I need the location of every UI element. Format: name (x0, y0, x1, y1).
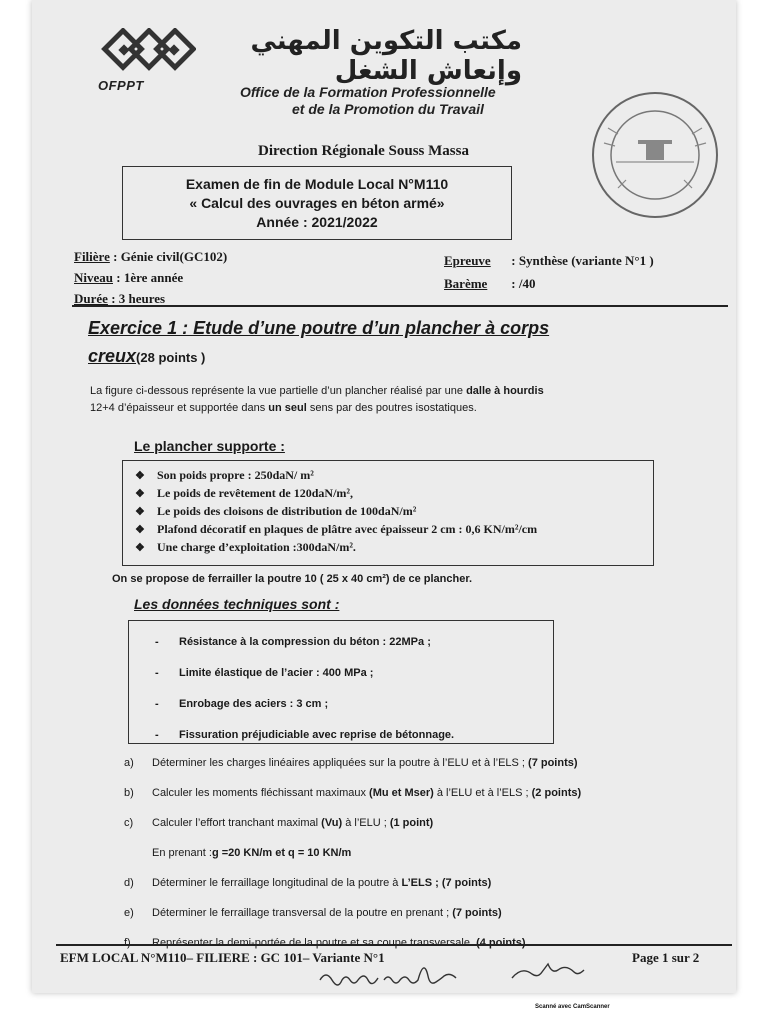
question-b: b) Calculer les moments fléchissant maximaux (Mu et Mser) à l’ELU et à l’ELS ; (2 points) (124, 787, 582, 799)
question-c: c) Calculer l’effort tranchant maximal (Vu) à l’ELU ; (1 point) (124, 817, 434, 829)
exercise-title (88, 314, 549, 372)
epreuve-row: Epreuve : Synthèse (variante N°1 ) (444, 253, 654, 268)
official-stamp-icon (588, 88, 722, 222)
plancher-loads-box (122, 460, 654, 566)
question-a: a) Déterminer les charges linéaires appliquées sur la poutre à l’ELU et à l’ELS ; (7 points) (124, 757, 578, 769)
question-list (124, 748, 724, 958)
arabic-institution-name: مكتب التكوين المهني وإنعاش الشغل (250, 26, 522, 86)
logo-label: OFPPT (98, 78, 144, 93)
list-item: - Enrobage des aciers : 3 cm ; (155, 689, 553, 720)
question-f: f) Représenter la demi-portée de la poutre et sa coupe transversale. (4 points) (124, 937, 526, 949)
dash-bullet-icon: - (155, 667, 159, 679)
header-divider (72, 305, 728, 307)
diamond-bullet-icon: ❖ (135, 524, 145, 536)
niveau-row: Niveau : 1ère année (74, 270, 184, 285)
exercise-points: (28 points ) (136, 350, 206, 365)
footer-divider (56, 944, 732, 946)
bareme-row: Barème : /40 (444, 276, 536, 291)
handwritten-signature-icon (312, 956, 602, 992)
dash-bullet-icon: - (155, 698, 159, 710)
exercise-title-line-2: creux (88, 346, 137, 366)
question-e: e) Déterminer le ferraillage transversal de la poutre en prenant ; (7 points) (124, 907, 502, 919)
beam-sentence: On se propose de ferrailler la poutre 10 ( 25 x 40 cm²) de ce plancher. (112, 573, 473, 585)
dash-bullet-icon: - (155, 636, 159, 648)
exercise-intro: La figure ci-dessous représente la vue partielle d’un plancher réalisé par une dalle à hourdis 12+4 d’épaisseur et supportée dans un seul sens par des poutres isostatiques. (90, 385, 544, 414)
office-name (240, 84, 496, 118)
diamond-bullet-icon: ❖ (135, 488, 145, 500)
list-item: ❖ Le poids des cloisons de distribution de 100daN/m² (135, 503, 653, 521)
exam-meta-right (444, 249, 654, 295)
list-item: - Limite élastique de l’acier : 400 MPa ; (155, 658, 553, 689)
list-item: - Fissuration préjudiciable avec reprise de bétonnage. (155, 720, 553, 751)
office-line-1: Office de la Formation Professionnelle (240, 84, 496, 100)
exam-line-1: Examen de fin de Module Local N°M110 (185, 176, 449, 192)
filiere-row: Filière : Génie civil(GC102) (74, 249, 228, 264)
question-c-given: En prenant :g =20 KN/m et q = 10 KN/m (152, 847, 352, 859)
donnees-title: Les données techniques sont : (134, 596, 340, 612)
plancher-title: Le plancher supporte : (134, 438, 285, 454)
diamond-bullet-icon: ❖ (135, 506, 145, 518)
list-item: ❖ Le poids de revêtement de 120daN/m², (135, 485, 653, 503)
camscanner-watermark: Scanné avec CamScanner (535, 1004, 610, 1010)
diamond-bullet-icon: ❖ (135, 542, 145, 554)
exam-title-box (122, 166, 512, 240)
exercise-title-line-1: Exercice 1 : Etude d’une poutre d’un plancher à corps (88, 318, 550, 338)
list-item: ❖ Plafond décoratif en plaques de plâtre avec épaisseur 2 cm : 0,6 KN/m²/cm (135, 521, 653, 539)
dash-bullet-icon: - (155, 729, 159, 741)
exam-meta-left (74, 246, 227, 309)
exam-sheet (32, 0, 736, 993)
page-number: Page 1 sur 2 (632, 950, 700, 965)
question-d: d) Déterminer le ferraillage longitudinal de la poutre à L’ELS ; (7 points) (124, 877, 492, 889)
duree-row: Durée : 3 heures (74, 291, 166, 306)
office-line-2: et de la Promotion du Travail (292, 101, 484, 117)
footer-module-info: EFM LOCAL N°M110– FILIERE : GC 101– Variante N°1 (60, 950, 385, 965)
exam-line-3: Année : 2021/2022 (256, 214, 378, 230)
diamond-bullet-icon: ❖ (135, 470, 145, 482)
list-item: ❖ Son poids propre : 250daN/ m² (135, 467, 653, 485)
technical-data-box (128, 620, 554, 744)
exam-line-2: « Calcul des ouvrages en béton armé» (189, 195, 445, 211)
list-item: ❖ Une charge d’exploitation :300daN/m². (135, 539, 653, 557)
list-item: - Résistance à la compression du béton : 22MPa ; (155, 627, 553, 658)
regional-direction: Direction Régionale Souss Massa (258, 143, 469, 159)
